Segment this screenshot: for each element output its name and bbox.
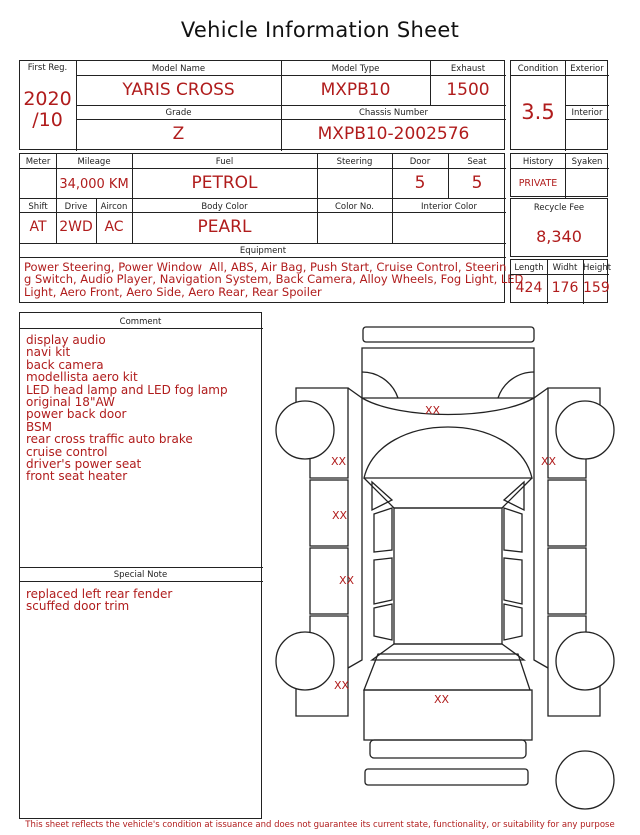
grade-label: Grade — [165, 108, 192, 118]
disclaimer-footer: This sheet reflects the vehicle's condition at issuance and does not guarantee its current state, functionality, or suitability for any purpose — [25, 820, 615, 830]
spare-wheel — [556, 751, 614, 809]
comment-line: modellista aero kit — [26, 370, 138, 385]
equipment-label: Equipment — [239, 246, 287, 256]
special-note-list — [26, 588, 172, 613]
damage-mark-hood: XX — [425, 404, 441, 417]
right-rear-door — [548, 548, 586, 614]
right-front-door — [548, 480, 586, 546]
interior-label: Interior — [571, 108, 603, 118]
model-name-label: Model Name — [151, 64, 206, 74]
model-type-label: Model Type — [331, 64, 380, 74]
history-box — [510, 153, 608, 197]
damage-mark-left-rear-door: XX — [339, 574, 355, 587]
body-left-edge — [348, 388, 362, 668]
equipment-list — [24, 260, 524, 299]
front-bumper — [363, 327, 534, 342]
first-reg-month: /10 — [32, 109, 63, 131]
length-label: Length — [514, 263, 544, 273]
spec-table — [19, 153, 524, 303]
headlamp-right — [498, 372, 534, 398]
sheet-title: Vehicle Information Sheet — [180, 18, 460, 42]
shift-value: AT — [29, 219, 47, 235]
height-label: Height — [583, 263, 612, 273]
equipment-line: g Switch, Audio Player, Navigation System, Back Camera, Alloy Wheels, Fog Light, LED — [24, 272, 524, 287]
comment-line: LED head lamp and LED fog lamp — [26, 382, 228, 397]
model-name-value: YARIS CROSS — [122, 80, 235, 100]
color-no-label: Color No. — [334, 202, 374, 212]
recycle-fee-label: Recycle Fee — [533, 203, 585, 213]
rear-step — [365, 769, 528, 785]
damage-mark-left-front-door: XX — [332, 509, 348, 522]
chassis-value: MXPB10-2002576 — [317, 124, 470, 144]
hood-edge — [362, 398, 534, 415]
equipment-line: Power Steering, Power Window All, ABS, Air Bag, Push Start, Cruise Control, Steerin — [24, 260, 507, 274]
aircon-label: Aircon — [100, 202, 128, 212]
history-value: PRIVATE — [518, 178, 558, 189]
aircon-value: AC — [104, 219, 124, 235]
body-color-label: Body Color — [201, 202, 248, 212]
body-color-value: PEARL — [197, 217, 252, 237]
comment-line: cruise control — [26, 444, 108, 459]
width-label: Widht — [552, 263, 578, 273]
mileage-label: Mileage — [77, 157, 111, 167]
special-note-line: scuffed door trim — [26, 599, 130, 614]
grade-value: Z — [172, 124, 185, 144]
windshield — [364, 427, 532, 478]
car-damage-diagram — [270, 320, 625, 817]
rear-bumper — [370, 740, 526, 758]
comment-label: Comment — [119, 317, 162, 327]
exhaust-label: Exhaust — [450, 64, 486, 74]
height-value: 159 — [583, 280, 610, 296]
wheel-rear-right — [556, 632, 614, 690]
damage-mark-left-rear-fender: XX — [334, 679, 350, 692]
comment-line: power back door — [26, 407, 127, 422]
fuel-value: PETROL — [191, 173, 258, 193]
hood-frame — [362, 348, 534, 398]
history-label: History — [522, 157, 554, 167]
roof — [394, 508, 502, 644]
shift-label: Shift — [28, 202, 48, 212]
chassis-label: Chassis Number — [358, 108, 429, 118]
special-note-label: Special Note — [113, 570, 168, 580]
vehicle-info-table — [19, 60, 505, 150]
drive-label: Drive — [64, 202, 88, 212]
damage-mark-tailgate: XX — [434, 693, 450, 706]
body-right-edge — [534, 388, 548, 668]
syaken-label: Syaken — [571, 157, 603, 167]
exterior-label: Exterior — [570, 64, 604, 74]
seat-value: 5 — [471, 173, 483, 193]
dimensions-box — [510, 259, 612, 303]
recycle-fee-value: 8,340 — [536, 227, 582, 246]
first-reg-label: First Reg. — [27, 63, 68, 73]
comment-list — [26, 334, 228, 483]
roof-front — [364, 478, 532, 508]
special-note-line: replaced left rear fender — [26, 587, 173, 601]
comment-line: BSM — [26, 419, 52, 434]
comment-line: driver's power seat — [26, 457, 142, 472]
comment-line: front seat heater — [26, 469, 128, 484]
damage-mark-right-front-fender: XX — [541, 455, 557, 468]
first-reg-cell — [19, 60, 76, 151]
comment-line: navi kit — [26, 345, 71, 360]
drive-value: 2WD — [59, 219, 93, 235]
meter-label: Meter — [25, 157, 51, 167]
width-value: 176 — [551, 280, 579, 296]
condition-label: Condition — [517, 64, 559, 74]
interior-color-label: Interior Color — [421, 202, 477, 212]
fuel-label: Fuel — [215, 157, 234, 167]
damage-mark-left-front-fender: XX — [331, 455, 347, 468]
wheel-front-right — [556, 401, 614, 459]
right-windows — [504, 482, 524, 640]
first-reg-year: 2020 — [23, 88, 72, 110]
door-label: Door — [409, 157, 431, 167]
condition-box — [510, 60, 608, 150]
wheel-front-left — [276, 401, 334, 459]
steering-label: Steering — [336, 157, 373, 167]
recycle-fee-box — [510, 198, 608, 257]
comment-line: back camera — [26, 357, 104, 372]
comment-line: rear cross traffic auto brake — [26, 432, 193, 447]
rear-window — [372, 644, 524, 660]
comment-line: original 18"AW — [26, 395, 115, 410]
condition-score: 3.5 — [521, 100, 555, 124]
equipment-line: Light, Aero Front, Aero Side, Aero Rear, Rear Spoiler — [24, 284, 322, 299]
comment-line: display audio — [26, 333, 106, 347]
comment-box — [19, 312, 262, 819]
left-windows — [372, 482, 392, 640]
model-type-value: MXPB10 — [320, 80, 391, 100]
mileage-value: 34,000 KM — [59, 177, 129, 192]
door-value: 5 — [414, 173, 426, 193]
wheel-rear-left — [276, 632, 334, 690]
exhaust-value: 1500 — [446, 80, 490, 100]
seat-label: Seat — [467, 157, 487, 167]
length-value: 424 — [515, 280, 543, 296]
headlamp-left — [362, 372, 398, 398]
